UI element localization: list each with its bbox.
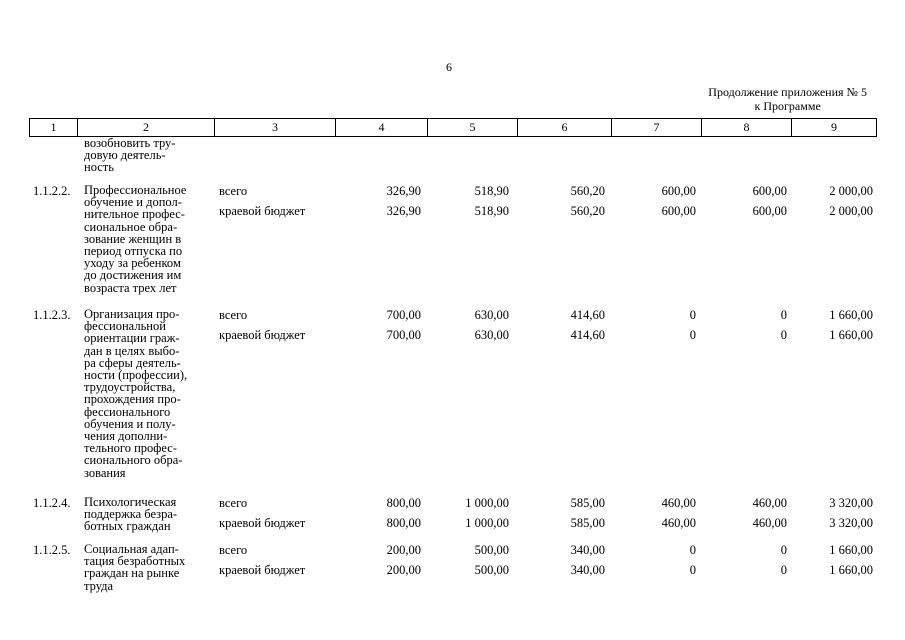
label-regional-budget: краевой бюджет	[219, 204, 306, 218]
value-cell: 1 000,00	[465, 516, 509, 530]
value-cell: 200,00	[386, 563, 421, 577]
value-cell: 500,00	[474, 543, 509, 557]
value-cell: 0	[780, 543, 787, 557]
label-total: всего	[219, 496, 248, 510]
header-col-5: 5	[428, 119, 518, 136]
desc-line: прохождения про-	[84, 392, 181, 407]
value-cell: 0	[689, 563, 696, 577]
row-code: 1.1.2.2.	[33, 184, 71, 198]
desc-line: граждан на рынке	[84, 566, 180, 581]
desc-line: Социальная адап-	[84, 542, 179, 556]
label-regional-budget: краевой бюджет	[219, 328, 306, 342]
header-col-4: 4	[336, 119, 428, 136]
value-cell: 560,20	[570, 204, 605, 218]
value-cell: 460,00	[661, 516, 696, 530]
row-description	[84, 543, 214, 592]
table-header	[29, 118, 877, 137]
desc-line: Организация про-	[84, 307, 180, 321]
header-col-3: 3	[215, 119, 336, 136]
value-cell: 600,00	[661, 184, 696, 198]
row-description	[84, 308, 214, 479]
value-cell: 0	[689, 328, 696, 342]
value-cell: 585,00	[570, 496, 605, 510]
carryover-line: ность	[84, 160, 114, 175]
value-cell: 0	[780, 328, 787, 342]
value-cell: 500,00	[474, 563, 509, 577]
carryover-line: довую деятель-	[84, 148, 166, 163]
desc-line: сиональное обра-	[84, 219, 178, 234]
desc-line: возраста трех лет	[84, 280, 177, 295]
header-col-7: 7	[612, 119, 702, 136]
value-cell: 518,90	[474, 184, 509, 198]
value-cell: 2 000,00	[829, 184, 873, 198]
row-description	[84, 184, 214, 294]
appendix-caption-line2: к Программе	[754, 99, 821, 113]
desc-line: ботных граждан	[84, 519, 171, 534]
value-cell: 800,00	[386, 496, 421, 510]
appendix-caption-line1: Продолжение приложения № 5	[708, 85, 867, 99]
value-cell: 3 320,00	[829, 516, 873, 530]
value-cell: 700,00	[386, 328, 421, 342]
value-cell: 600,00	[752, 184, 787, 198]
desc-line: фессиональной	[84, 319, 166, 334]
value-cell: 200,00	[386, 543, 421, 557]
desc-line: поддержка безра-	[84, 507, 178, 522]
page-number: 6	[446, 60, 452, 74]
value-cell: 1 660,00	[829, 308, 873, 322]
value-cell: 1 660,00	[829, 328, 873, 342]
value-cell: 326,90	[386, 204, 421, 218]
value-cell: 3 320,00	[829, 496, 873, 510]
desc-line: уходу за ребенком	[84, 256, 181, 271]
label-total: всего	[219, 184, 248, 198]
value-cell: 460,00	[752, 516, 787, 530]
value-cell: 0	[689, 308, 696, 322]
value-cell: 560,20	[570, 184, 605, 198]
label-regional-budget: краевой бюджет	[219, 563, 306, 577]
desc-line: Психологическая	[84, 495, 177, 509]
desc-line: нительное профес-	[84, 207, 185, 222]
value-cell: 600,00	[752, 204, 787, 218]
row-description	[84, 496, 214, 533]
value-cell: 340,00	[570, 563, 605, 577]
value-cell: 340,00	[570, 543, 605, 557]
value-cell: 0	[689, 543, 696, 557]
value-cell: 460,00	[661, 496, 696, 510]
value-cell: 0	[780, 563, 787, 577]
value-cell: 0	[780, 308, 787, 322]
value-cell: 414,60	[570, 328, 605, 342]
value-cell: 1 660,00	[829, 543, 873, 557]
row-code: 1.1.2.5.	[33, 543, 71, 557]
desc-line: ориентации граж-	[84, 331, 180, 346]
desc-line: чения дополни-	[84, 429, 168, 444]
desc-line: трудоустройства,	[84, 380, 176, 395]
desc-line: ности (профессии),	[84, 368, 188, 383]
desc-line: сионального обра-	[84, 453, 183, 468]
header-col-8: 8	[702, 119, 792, 136]
value-cell: 518,90	[474, 204, 509, 218]
desc-line: ра сферы деятель-	[84, 355, 181, 370]
desc-line: тельного профес-	[84, 441, 177, 456]
appendix-caption	[708, 85, 867, 113]
value-cell: 326,90	[386, 184, 421, 198]
desc-line: тация безработных	[84, 554, 186, 569]
desc-line: фессионального	[84, 404, 171, 419]
desc-line: дан в целях выбо-	[84, 343, 180, 358]
value-cell: 700,00	[386, 308, 421, 322]
desc-line: зования	[84, 465, 126, 480]
label-total: всего	[219, 308, 248, 322]
row-code: 1.1.2.3.	[33, 308, 71, 322]
value-cell: 1 660,00	[829, 563, 873, 577]
carryover-desc	[84, 137, 214, 174]
header-col-1: 1	[30, 119, 78, 136]
desc-line: до достижения им	[84, 268, 182, 283]
header-col-6: 6	[518, 119, 612, 136]
desc-line: период отпуска по	[84, 244, 183, 259]
value-cell: 800,00	[386, 516, 421, 530]
desc-line: труда	[84, 578, 114, 593]
desc-line: обучение и допол-	[84, 195, 182, 210]
label-total: всего	[219, 543, 248, 557]
carryover-line: возобновить тру-	[84, 136, 176, 150]
label-regional-budget: краевой бюджет	[219, 516, 306, 530]
value-cell: 1 000,00	[465, 496, 509, 510]
row-code: 1.1.2.4.	[33, 496, 71, 510]
value-cell: 2 000,00	[829, 204, 873, 218]
value-cell: 460,00	[752, 496, 787, 510]
value-cell: 414,60	[570, 308, 605, 322]
value-cell: 600,00	[661, 204, 696, 218]
header-col-9: 9	[831, 120, 837, 134]
desc-line: Профессиональное	[84, 183, 187, 197]
header-col-2: 2	[78, 119, 215, 136]
desc-line: обучения и полу-	[84, 416, 176, 431]
desc-line: зование женщин в	[84, 231, 182, 246]
value-cell: 585,00	[570, 516, 605, 530]
value-cell: 630,00	[474, 328, 509, 342]
value-cell: 630,00	[474, 308, 509, 322]
